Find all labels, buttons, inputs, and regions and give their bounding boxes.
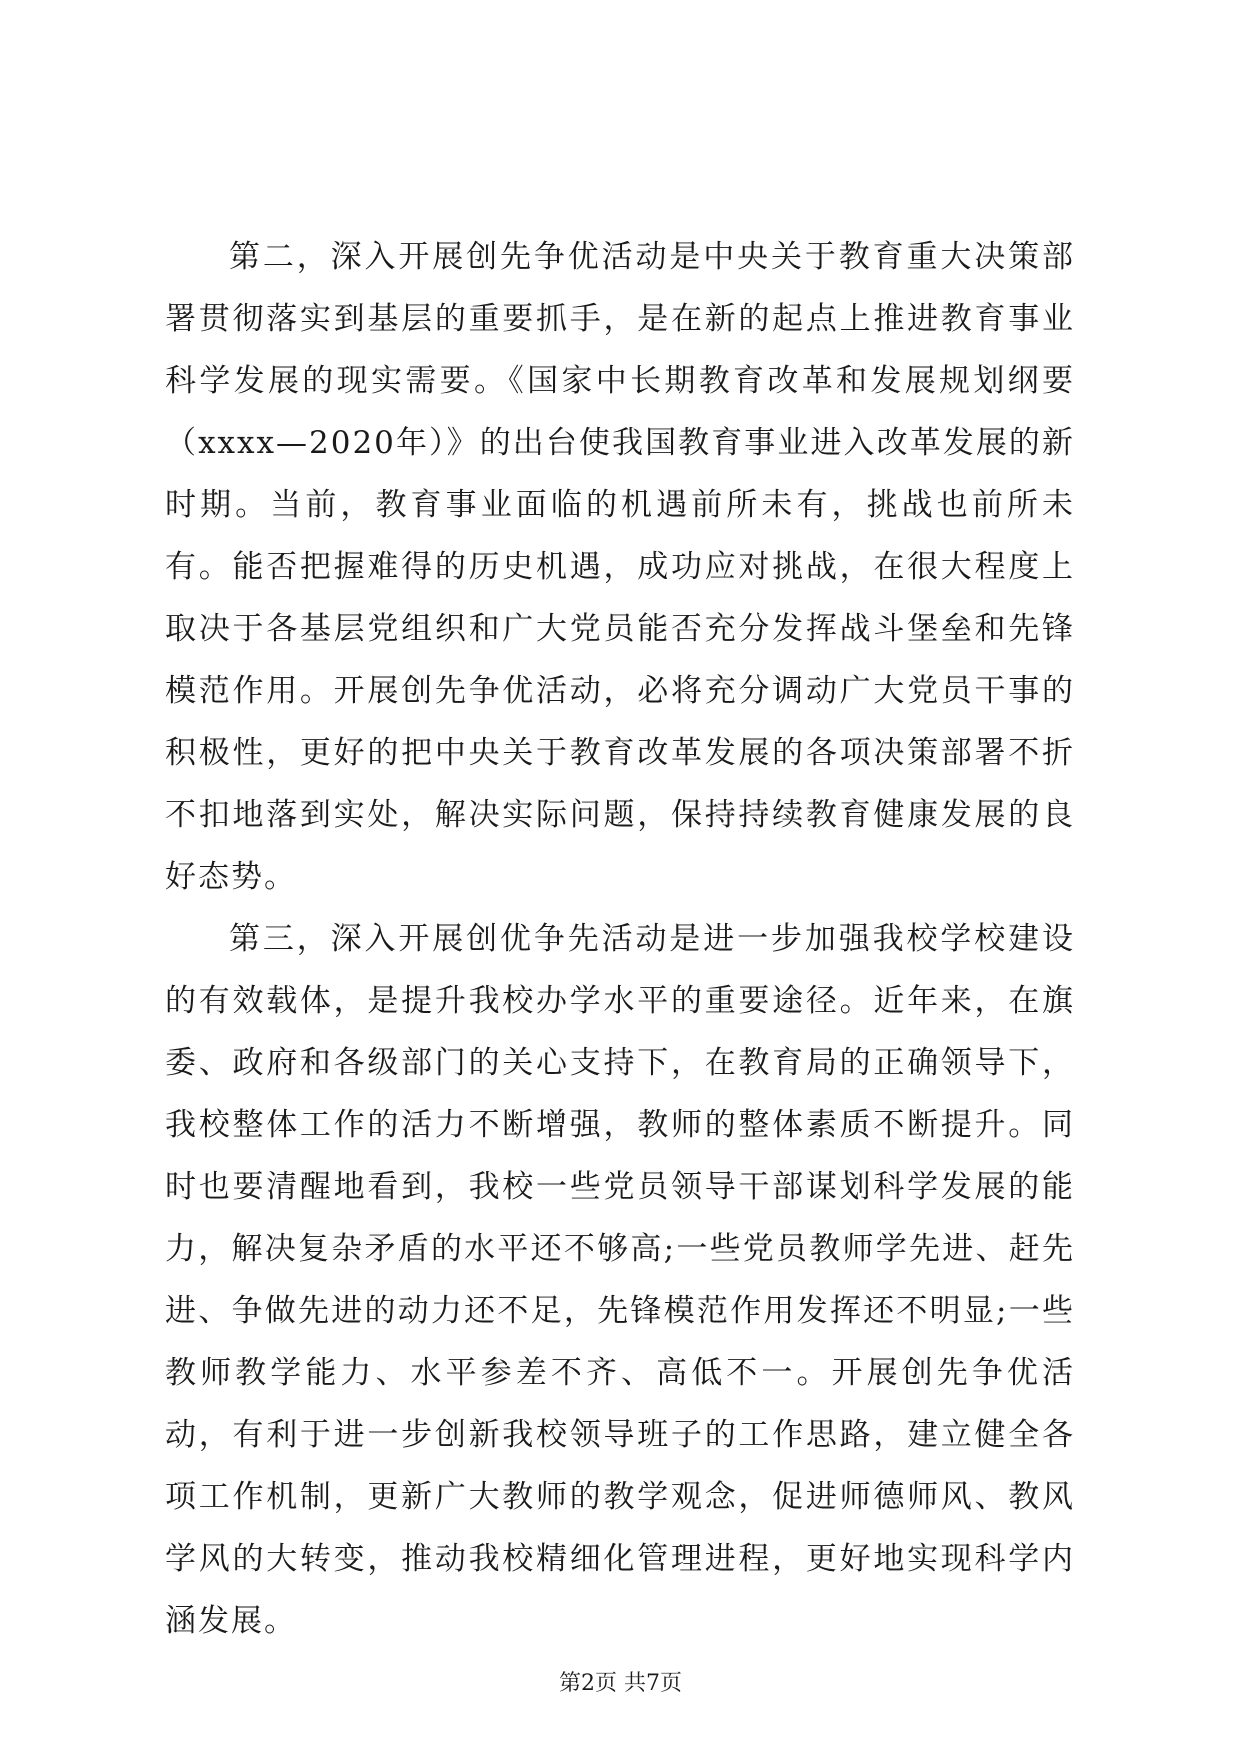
- page-footer: 第2页 共7页: [559, 1671, 682, 1696]
- document-body: [165, 226, 1075, 1652]
- paragraph-third-point: 第三，深入开展创优争先活动是进一步加强我校学校建设的有效载体，是提升我校办学水平的重要途径。近年来，在旗委、政府和各级部门的关心支持下，在教育局的正确领导下，我校整体工作的活力不断增强，教师的整体素质不断提升。同时也要清醒地看到，我校一些党员领导干部谋划科学发展的能力，解决复杂矛盾的水平还不够高;一些党员教师学先进、赶先进、争做先进的动力还不足，先锋模范作用发挥还不明显;一些教师教学能力、水平参差不齐、高低不一。开展创先争优活动，有利于进一步创新我校领导班子的工作思路，建立健全各项工作机制，更新广大教师的教学观念，促进师德师风、教风学风的大转变，推动我校精细化管理进程，更好地实现科学内涵发展。: [165, 921, 1075, 1639]
- paragraph-second-point: 第二，深入开展创先争优活动是中央关于教育重大决策部署贯彻落实到基层的重要抓手，是在新的起点上推进教育事业科学发展的现实需要。《国家中长期教育改革和发展规划纲要（xxxx—2020年）》的出台使我国教育事业进入改革发展的新时期。当前，教育事业面临的机遇前所未有，挑战也前所未有。能否把握难得的历史机遇，成功应对挑战，在很大程度上取决于各基层党组织和广大党员能否充分发挥战斗堡垒和先锋模范作用。开展创先争优活动，必将充分调动广大党员干事的积极性，更好的把中央关于教育改革发展的各项决策部署不折不扣地落到实处，解决实际问题，保持持续教育健康发展的良好态势。: [165, 239, 1075, 895]
